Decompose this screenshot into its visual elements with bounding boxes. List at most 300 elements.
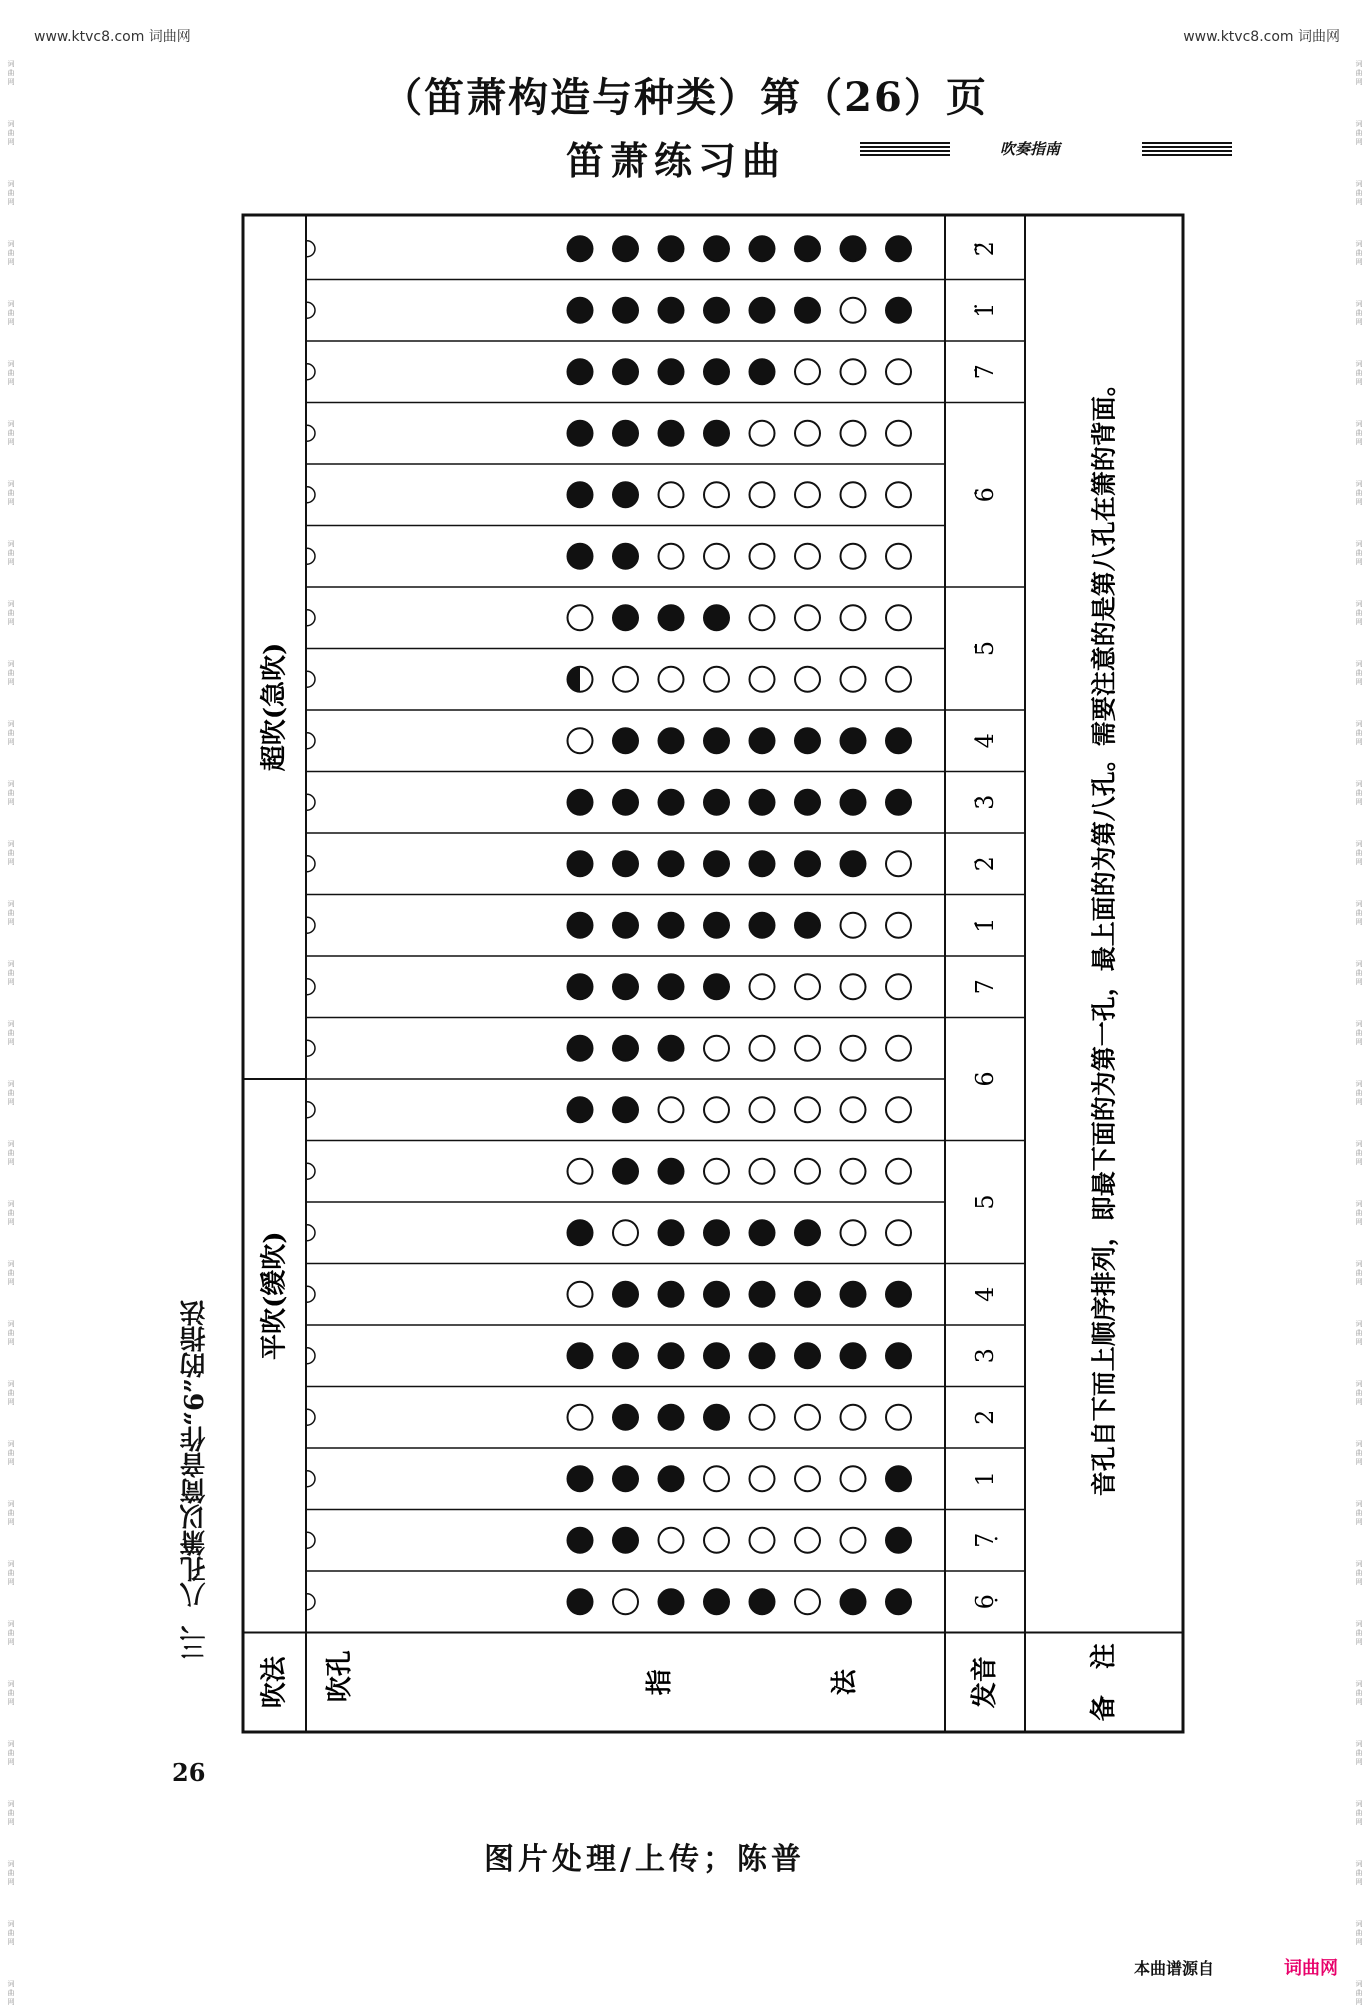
- header-fingering-1: 指: [645, 1669, 675, 1696]
- side-watermark-char: 词: [1355, 60, 1363, 68]
- side-watermark-char: 曲: [7, 1629, 15, 1637]
- pitch-label: 7̇: [971, 364, 999, 380]
- header-blow-method: 吹法: [259, 1656, 290, 1709]
- hole-closed: [886, 728, 911, 753]
- blow-hole-mark: [307, 1409, 315, 1425]
- side-watermark-char: 网: [7, 1278, 15, 1286]
- side-watermark-char: 曲: [7, 1029, 15, 1037]
- hole-closed: [568, 1220, 593, 1245]
- side-watermark-char: 曲: [7, 369, 15, 377]
- side-watermark-char: 网: [1355, 1818, 1363, 1826]
- side-watermark-char: 曲: [1355, 1629, 1363, 1637]
- side-watermark-char: 曲: [1355, 1929, 1363, 1937]
- pitch-label: 2̈: [971, 241, 999, 257]
- side-watermark-char: 曲: [7, 1749, 15, 1757]
- hole-open: [795, 421, 820, 446]
- hole-closed: [795, 728, 820, 753]
- side-watermark-char: 曲: [1355, 729, 1363, 737]
- side-watermark-char: 网: [1355, 798, 1363, 806]
- side-watermark-char: 词: [7, 1680, 15, 1688]
- side-watermark-char: 词: [1355, 1140, 1363, 1148]
- side-watermark-char: 曲: [7, 1149, 15, 1157]
- hole-closed: [750, 298, 775, 323]
- side-watermark-char: 网: [1355, 1518, 1363, 1526]
- side-watermark-char: 网: [7, 1878, 15, 1886]
- hole-closed: [613, 298, 638, 323]
- side-watermark-char: 网: [7, 798, 15, 806]
- side-watermark-char: 词: [1355, 1620, 1363, 1628]
- hole-closed: [659, 1466, 684, 1491]
- fingering-row: [307, 298, 911, 323]
- side-watermark-char: 曲: [1355, 1569, 1363, 1577]
- side-watermark-char: 词: [7, 1860, 15, 1868]
- hole-closed: [704, 359, 729, 384]
- blow-hole-mark: [307, 487, 315, 503]
- side-watermark-char: 词: [7, 1800, 15, 1808]
- hole-closed: [659, 1405, 684, 1430]
- side-watermark-char: 词: [7, 780, 15, 788]
- hole-open: [841, 421, 866, 446]
- side-watermark-char: 词: [1355, 240, 1363, 248]
- side-watermark-char: 词: [1355, 1440, 1363, 1448]
- side-watermark-char: 网: [7, 738, 15, 746]
- side-watermark-char: 网: [7, 1398, 15, 1406]
- side-watermark-char: 网: [1355, 738, 1363, 746]
- blow-hole-mark: [307, 425, 315, 441]
- hole-open: [750, 544, 775, 569]
- hole-open: [750, 421, 775, 446]
- hole-closed: [750, 1220, 775, 1245]
- side-watermark-char: 词: [7, 1380, 15, 1388]
- hole-closed: [841, 1282, 866, 1307]
- section-label-overblow: 超吹(急吹): [259, 642, 290, 772]
- hole-closed: [613, 1343, 638, 1368]
- hole-closed: [886, 1282, 911, 1307]
- hole-closed: [568, 913, 593, 938]
- side-watermark-char: 曲: [7, 1329, 15, 1337]
- side-watermark-char: 曲: [1355, 1809, 1363, 1817]
- watermark-top-right: www.ktvc8.com 词曲网: [1183, 29, 1340, 45]
- side-watermark-char: 网: [1355, 78, 1363, 86]
- side-watermark-char: 曲: [1355, 849, 1363, 857]
- side-watermark-char: 词: [7, 720, 15, 728]
- side-watermark-char: 曲: [1355, 1389, 1363, 1397]
- side-watermark-char: 词: [1355, 1920, 1363, 1928]
- side-watermark-char: 曲: [1355, 1869, 1363, 1877]
- hole-closed: [659, 1159, 684, 1184]
- hole-closed: [613, 1159, 638, 1184]
- hole-closed: [568, 298, 593, 323]
- hole-open: [886, 1220, 911, 1245]
- hole-closed: [613, 851, 638, 876]
- hole-open: [613, 1220, 638, 1245]
- side-watermark-char: 词: [7, 1020, 15, 1028]
- hole-closed: [613, 359, 638, 384]
- hole-open: [750, 1528, 775, 1553]
- side-watermark-char: 网: [1355, 1338, 1363, 1346]
- side-watermark-char: 曲: [1355, 909, 1363, 917]
- fingering-row: [307, 974, 911, 999]
- side-watermark-char: 网: [7, 1698, 15, 1706]
- side-watermark-char: 词: [7, 660, 15, 668]
- hole-open: [795, 1159, 820, 1184]
- hole-open: [841, 1220, 866, 1245]
- side-watermark-char: 网: [1355, 1278, 1363, 1286]
- side-watermark-char: 曲: [1355, 1149, 1363, 1157]
- hole-closed: [841, 728, 866, 753]
- hole-closed: [795, 790, 820, 815]
- hole-open: [795, 1589, 820, 1614]
- side-watermark-char: 曲: [7, 1089, 15, 1097]
- header-pitch: 发音: [970, 1656, 1000, 1709]
- hole-closed: [659, 728, 684, 753]
- side-watermark-char: 网: [1355, 258, 1363, 266]
- side-watermark-char: 词: [1355, 1380, 1363, 1388]
- pitch-label: 5̇: [971, 640, 999, 657]
- side-watermark-char: 曲: [7, 669, 15, 677]
- side-watermark-char: 曲: [7, 849, 15, 857]
- blow-hole-mark: [307, 1471, 315, 1487]
- fingering-row: [307, 1405, 911, 1430]
- hole-open: [750, 1036, 775, 1061]
- side-watermark-char: 网: [7, 558, 15, 566]
- hole-open: [568, 605, 593, 630]
- side-watermark-char: 网: [7, 1998, 15, 2006]
- hole-open: [659, 544, 684, 569]
- fingering-row: [307, 1220, 911, 1245]
- hole-open: [841, 544, 866, 569]
- side-watermark-char: 曲: [1355, 489, 1363, 497]
- side-watermark-char: 词: [7, 300, 15, 308]
- pitch-label: 6: [971, 1071, 999, 1087]
- hole-closed: [659, 236, 684, 261]
- side-watermark-char: 网: [7, 1938, 15, 1946]
- hole-open: [886, 974, 911, 999]
- hole-closed: [659, 1220, 684, 1245]
- hole-closed: [795, 236, 820, 261]
- side-watermark-char: 网: [1355, 978, 1363, 986]
- fingering-row: [307, 1589, 911, 1614]
- side-watermark-char: 词: [7, 1200, 15, 1208]
- hole-closed: [568, 1343, 593, 1368]
- side-watermark-char: 网: [7, 1338, 15, 1346]
- side-watermark-char: 词: [1355, 300, 1363, 308]
- section-label-flat: 平吹(缓吹): [259, 1231, 290, 1361]
- hole-open: [750, 605, 775, 630]
- hole-closed: [613, 1282, 638, 1307]
- header-blow-hole: 吹孔: [325, 1650, 355, 1703]
- hole-open: [568, 1159, 593, 1184]
- side-watermark-char: 网: [7, 1518, 15, 1526]
- page-title: （笛萧构造与种类）第（26）页: [382, 74, 988, 121]
- hole-open: [841, 1097, 866, 1122]
- hole-closed: [613, 482, 638, 507]
- hole-open: [841, 913, 866, 938]
- side-watermark-char: 曲: [1355, 369, 1363, 377]
- hole-closed: [886, 298, 911, 323]
- side-watermark-char: 词: [7, 360, 15, 368]
- blow-hole-mark: [307, 917, 315, 933]
- hole-open: [704, 544, 729, 569]
- side-watermark-char: 曲: [7, 1389, 15, 1397]
- fingering-row: [307, 728, 911, 753]
- side-watermark-char: 词: [7, 60, 15, 68]
- hole-open: [659, 667, 684, 692]
- blow-hole-mark: [307, 856, 315, 872]
- page-number: 26: [172, 1758, 206, 1787]
- watermark-top-left: www.ktvc8.com 词曲网: [34, 29, 191, 45]
- hole-open: [704, 1159, 729, 1184]
- side-watermark-char: 网: [7, 138, 15, 146]
- hole-open: [704, 667, 729, 692]
- side-watermark-char: 词: [7, 1560, 15, 1568]
- hole-open: [750, 482, 775, 507]
- pitch-label: 1̇: [971, 917, 999, 933]
- fingering-row: [307, 667, 911, 692]
- hole-closed: [704, 605, 729, 630]
- side-watermark-char: 曲: [7, 909, 15, 917]
- hole-closed: [750, 236, 775, 261]
- side-watermark-char: 词: [7, 480, 15, 488]
- side-watermark-char: 网: [7, 1818, 15, 1826]
- side-watermark-char: 曲: [1355, 129, 1363, 137]
- side-watermark-char: 曲: [7, 1269, 15, 1277]
- hole-closed: [704, 1220, 729, 1245]
- side-watermark-char: 词: [7, 1440, 15, 1448]
- hole-open: [704, 1466, 729, 1491]
- hole-closed: [886, 1343, 911, 1368]
- hole-open: [886, 1405, 911, 1430]
- side-watermark-char: 曲: [7, 1689, 15, 1697]
- hole-open: [704, 1036, 729, 1061]
- side-watermark-char: 曲: [1355, 549, 1363, 557]
- side-watermark-char: 词: [1355, 600, 1363, 608]
- side-watermark-char: 网: [1355, 438, 1363, 446]
- side-watermark-char: 网: [1355, 1398, 1363, 1406]
- side-watermark-char: 词: [7, 540, 15, 548]
- side-watermark-char: 网: [7, 438, 15, 446]
- hole-closed: [795, 913, 820, 938]
- side-watermark-char: 网: [7, 318, 15, 326]
- fingering-row: [307, 1528, 911, 1553]
- hole-closed: [659, 359, 684, 384]
- footer-source-label: 本曲谱源自: [1134, 1959, 1215, 1978]
- hole-closed: [659, 851, 684, 876]
- blow-hole-mark: [307, 548, 315, 564]
- side-watermark-char: 网: [7, 78, 15, 86]
- hole-closed: [613, 1097, 638, 1122]
- hole-open: [750, 1466, 775, 1491]
- pitch-label: 2: [971, 1409, 999, 1425]
- hole-closed: [659, 913, 684, 938]
- hole-open: [841, 974, 866, 999]
- hole-open: [841, 1405, 866, 1430]
- side-watermark-char: 网: [1355, 558, 1363, 566]
- side-watermark-char: 词: [1355, 1800, 1363, 1808]
- hole-closed: [568, 1466, 593, 1491]
- fingering-row: [307, 913, 911, 938]
- side-watermark-char: 网: [1355, 1458, 1363, 1466]
- side-watermark-char: 曲: [7, 1809, 15, 1817]
- hole-closed: [841, 1589, 866, 1614]
- hole-open: [659, 1528, 684, 1553]
- side-watermark-char: 网: [1355, 1938, 1363, 1946]
- hole-closed: [613, 236, 638, 261]
- side-watermark-char: 网: [1355, 858, 1363, 866]
- hole-closed: [568, 482, 593, 507]
- side-watermark-char: 网: [7, 1458, 15, 1466]
- side-watermark-char: 曲: [7, 1929, 15, 1937]
- side-watermark-char: 网: [7, 258, 15, 266]
- pitch-label: 3: [971, 1348, 999, 1364]
- hole-closed: [841, 851, 866, 876]
- side-watermark-char: 网: [7, 1038, 15, 1046]
- hole-closed: [750, 1589, 775, 1614]
- fingering-row: [307, 482, 911, 507]
- side-watermark-char: 曲: [7, 69, 15, 77]
- hole-closed: [659, 1036, 684, 1061]
- hole-closed: [750, 913, 775, 938]
- side-watermark-char: 曲: [7, 1569, 15, 1577]
- side-watermark-char: 曲: [1355, 1989, 1363, 1997]
- hole-closed: [886, 1589, 911, 1614]
- hole-open: [841, 1159, 866, 1184]
- side-watermark-char: 曲: [1355, 249, 1363, 257]
- hole-closed: [704, 1282, 729, 1307]
- side-watermark-char: 网: [1355, 1698, 1363, 1706]
- side-watermark-char: 词: [1355, 540, 1363, 548]
- hole-closed: [568, 974, 593, 999]
- blow-hole-mark: [307, 794, 315, 810]
- side-watermark-char: 网: [1355, 1218, 1363, 1226]
- hole-closed: [750, 851, 775, 876]
- hole-closed: [886, 236, 911, 261]
- pitch-label: 7̣: [971, 1532, 999, 1548]
- hole-closed: [659, 790, 684, 815]
- side-watermark-char: 词: [1355, 480, 1363, 488]
- side-watermark-char: 曲: [1355, 1089, 1363, 1097]
- hole-closed: [613, 605, 638, 630]
- hole-closed: [704, 851, 729, 876]
- side-watermark-char: 曲: [1355, 1689, 1363, 1697]
- hole-closed: [704, 298, 729, 323]
- hole-closed: [659, 421, 684, 446]
- side-watermark-char: 词: [7, 1080, 15, 1088]
- side-watermark-char: 词: [7, 1920, 15, 1928]
- fingering-row: [307, 359, 911, 384]
- side-watermark-char: 曲: [1355, 189, 1363, 197]
- footer-site-name: 词曲网: [1284, 1958, 1338, 1979]
- hole-closed: [613, 728, 638, 753]
- hole-closed: [795, 1220, 820, 1245]
- side-watermark-char: 曲: [7, 129, 15, 137]
- header-remarks: 备 注: [1089, 1643, 1119, 1722]
- side-watermark-char: 网: [7, 918, 15, 926]
- side-watermark-char: 曲: [1355, 1449, 1363, 1457]
- page-subtitle: 笛萧练习曲: [566, 138, 787, 183]
- hole-open: [568, 728, 593, 753]
- side-watermark-char: 网: [1355, 678, 1363, 686]
- hole-open: [795, 974, 820, 999]
- hole-closed: [704, 790, 729, 815]
- side-watermark-char: 词: [1355, 720, 1363, 728]
- side-watermark-char: 网: [7, 978, 15, 986]
- hole-closed: [704, 1589, 729, 1614]
- side-watermark-char: 曲: [7, 1869, 15, 1877]
- side-watermark-char: 曲: [1355, 609, 1363, 617]
- side-watermark-char: 网: [1355, 1158, 1363, 1166]
- hole-closed: [659, 298, 684, 323]
- side-watermark-char: 词: [1355, 840, 1363, 848]
- fingering-row: [307, 544, 911, 569]
- hole-closed: [841, 236, 866, 261]
- pitch-label: 6̣: [971, 1594, 999, 1610]
- side-watermark-char: 词: [1355, 1500, 1363, 1508]
- side-watermark-char: 词: [7, 420, 15, 428]
- hole-open: [659, 1097, 684, 1122]
- pitch-label: 1̈: [971, 302, 999, 318]
- pitch-label: 4: [971, 1286, 999, 1302]
- hole-open: [795, 544, 820, 569]
- side-watermark-char: 词: [1355, 1080, 1363, 1088]
- hole-closed: [613, 974, 638, 999]
- hole-open: [750, 974, 775, 999]
- fingering-row: [307, 1159, 911, 1184]
- hole-closed: [568, 1036, 593, 1061]
- side-watermark-char: 曲: [7, 249, 15, 257]
- pitch-label: 1: [971, 1471, 999, 1487]
- side-watermark-char: 词: [7, 1500, 15, 1508]
- hole-open: [568, 1405, 593, 1430]
- hole-open: [795, 482, 820, 507]
- side-watermark-char: 曲: [1355, 429, 1363, 437]
- hole-closed: [795, 851, 820, 876]
- hole-open: [886, 1097, 911, 1122]
- side-watermark-char: 词: [1355, 1260, 1363, 1268]
- fingering-row: [307, 1466, 911, 1491]
- pitch-label: 3̇: [971, 794, 999, 810]
- hole-closed: [568, 1589, 593, 1614]
- hole-closed: [568, 544, 593, 569]
- side-watermark-char: 词: [1355, 1680, 1363, 1688]
- side-watermark-char: 曲: [7, 1509, 15, 1517]
- hole-closed: [795, 1343, 820, 1368]
- side-watermark-char: 曲: [1355, 1269, 1363, 1277]
- blow-hole-mark: [307, 364, 315, 380]
- side-watermark-char: 词: [7, 1740, 15, 1748]
- side-watermark-char: 曲: [7, 609, 15, 617]
- side-watermark-char: 网: [7, 1158, 15, 1166]
- side-watermark-char: 词: [7, 1980, 15, 1988]
- blow-hole-mark: [307, 1532, 315, 1548]
- pitch-label: 5: [971, 1194, 999, 1210]
- blow-hole-mark: [307, 1225, 315, 1241]
- hole-open: [750, 1097, 775, 1122]
- hole-closed: [795, 298, 820, 323]
- side-watermark-char: 曲: [1355, 69, 1363, 77]
- hole-closed: [568, 421, 593, 446]
- side-watermark-char: 网: [1355, 1758, 1363, 1766]
- side-watermark-char: 词: [7, 1620, 15, 1628]
- hole-closed: [613, 1405, 638, 1430]
- side-watermark-char: 网: [7, 498, 15, 506]
- credit-line: 图片处理/上传；陈普: [484, 1842, 805, 1877]
- hole-closed: [704, 1405, 729, 1430]
- side-watermark-char: 词: [7, 900, 15, 908]
- hole-open: [795, 1036, 820, 1061]
- side-watermark-char: 词: [7, 120, 15, 128]
- hole-open: [704, 1528, 729, 1553]
